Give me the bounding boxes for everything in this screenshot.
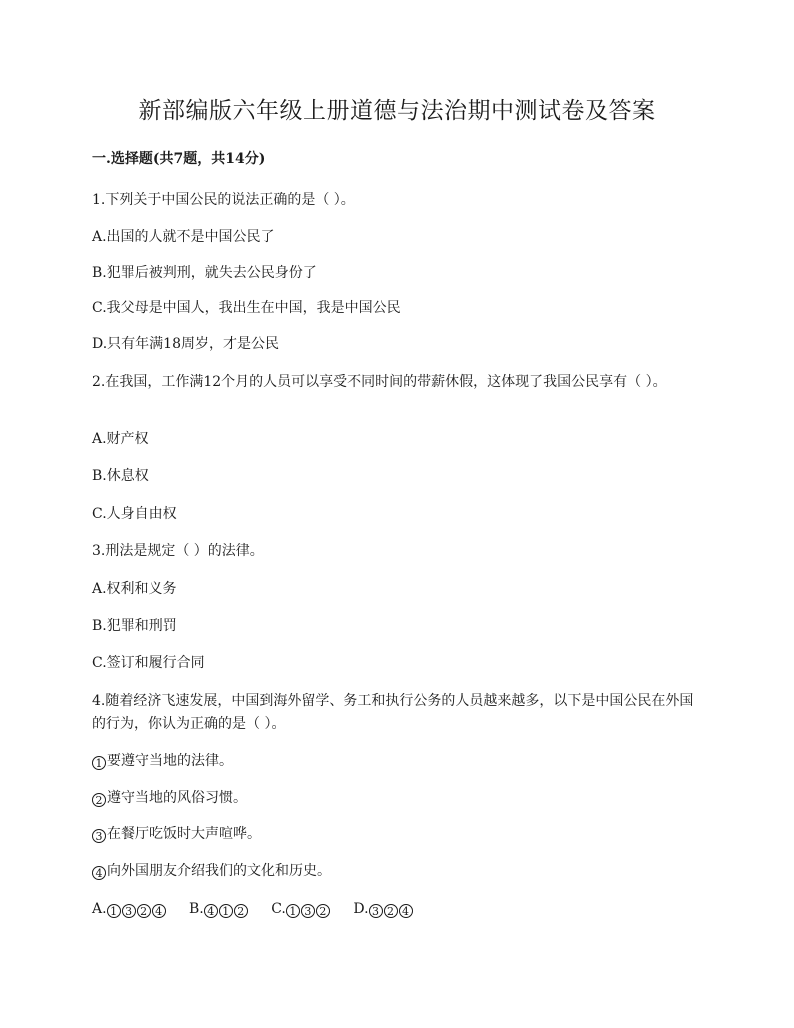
circled-number: 1 (92, 756, 106, 770)
question-4-stem: 4.随着经济飞速发展，中国到海外留学、务工和执行公务的人员越来越多，以下是中国公民在外国的行为，你认为正确的是（ ）。 (92, 693, 694, 732)
question-3-stem: 3.刑法是规定（ ）的法律。 (92, 543, 264, 559)
circled-number: 3 (301, 904, 315, 918)
circled-number: 4 (399, 904, 413, 918)
circled-number: 3 (92, 829, 106, 843)
question-3-option-c: C.签订和履行合同 (92, 655, 205, 671)
question-1-option-b: B.犯罪后被判刑，就失去公民身份了 (92, 265, 317, 281)
circled-number: 2 (92, 793, 106, 807)
question-4-option-d (353, 898, 413, 920)
question-2-option-a: A.财产权 (92, 431, 149, 447)
page-title: 新部编版六年级上册道德与法治期中测试卷及答案 (138, 98, 656, 124)
item-text: 在餐厅吃饭时大声喧哗。 (107, 826, 261, 842)
circled-number: 1 (286, 904, 300, 918)
section-heading: 一.选择题(共7题，共14分) (92, 151, 266, 167)
question-4-item-4 (92, 860, 704, 882)
question-1-option-c: C.我父母是中国人，我出生在中国，我是中国公民 (92, 300, 401, 316)
circled-number: 3 (122, 904, 136, 918)
question-4-option-b (189, 898, 249, 920)
circled-number: 3 (369, 904, 383, 918)
question-4-options (92, 898, 432, 920)
question-1-option-d: D.只有年满18周岁，才是公民 (92, 336, 279, 352)
circled-number: 2 (316, 904, 330, 918)
circled-number: 4 (152, 904, 166, 918)
circled-number: 1 (107, 904, 121, 918)
option-letter: A. (92, 901, 107, 917)
question-2-option-c: C.人身自由权 (92, 506, 177, 522)
question-4-option-a (92, 898, 167, 920)
circled-number: 4 (204, 904, 218, 918)
circled-number: 2 (384, 904, 398, 918)
item-text: 向外国朋友介绍我们的文化和历史。 (107, 863, 331, 879)
question-4-option-c (271, 898, 331, 920)
option-letter: D. (353, 901, 369, 917)
question-3-option-b: B.犯罪和刑罚 (92, 618, 177, 634)
question-4-item-2 (92, 787, 704, 809)
question-1-option-a: A.出国的人就不是中国公民了 (92, 229, 275, 245)
option-letter: B. (189, 901, 204, 917)
item-text: 要遵守当地的法律。 (107, 753, 233, 769)
circled-number: 2 (137, 904, 151, 918)
question-2-option-b: B.休息权 (92, 468, 149, 484)
item-text: 遵守当地的风俗习惯。 (107, 790, 247, 806)
option-letter: C. (271, 901, 286, 917)
question-1-stem: 1.下列关于中国公民的说法正确的是（ ）。 (92, 192, 355, 208)
circled-number: 1 (219, 904, 233, 918)
circled-number: 2 (234, 904, 248, 918)
question-2-stem: 2.在我国，工作满12个月的人员可以享受不同时间的带薪休假，这体现了我国公民享有（ ）。 (92, 374, 667, 390)
question-4-item-1 (92, 750, 704, 772)
question-4-item-3 (92, 823, 704, 845)
circled-number: 4 (92, 866, 106, 880)
question-3-option-a: A.权利和义务 (92, 581, 177, 597)
